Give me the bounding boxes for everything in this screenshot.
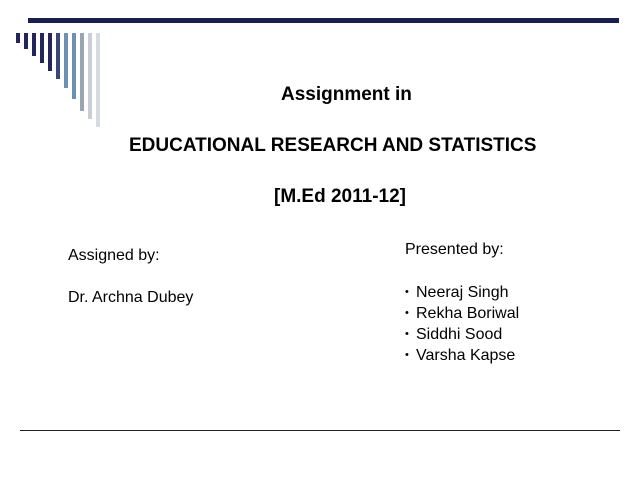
stripe: [64, 33, 68, 88]
title-line-3: [M.Ed 2011-12]: [274, 186, 406, 207]
title-line-1: Assignment in: [281, 84, 412, 105]
list-item: [405, 346, 519, 367]
stripe: [80, 33, 84, 111]
list-item: [405, 283, 519, 304]
bottom-divider: [20, 430, 620, 431]
title-line-2: EDUCATIONAL RESEARCH AND STATISTICS: [129, 135, 537, 156]
assigned-by-section: [68, 246, 193, 308]
list-item: [405, 325, 519, 346]
stripe: [48, 33, 52, 71]
bullet-icon: •: [405, 307, 409, 319]
stripe: [88, 33, 92, 119]
presented-by-section: [405, 240, 519, 367]
presenter-list: [405, 283, 519, 367]
presenter-name: Siddhi Sood: [416, 326, 503, 343]
list-item: [405, 304, 519, 325]
stripe: [40, 33, 44, 63]
stripe: [32, 33, 36, 56]
assigned-by-label: Assigned by:: [68, 247, 160, 264]
stripe: [96, 33, 100, 127]
presented-by-label: Presented by:: [405, 241, 504, 258]
presenter-name: Varsha Kapse: [416, 347, 516, 364]
presenter-name: Rekha Boriwal: [416, 305, 520, 322]
assigned-by-name: Dr. Archna Dubey: [68, 289, 194, 306]
decorative-stripes: [0, 0, 110, 130]
top-header-bar: [28, 18, 619, 23]
stripe: [72, 33, 76, 99]
bullet-icon: •: [405, 328, 409, 340]
stripe: [24, 33, 28, 49]
stripe: [16, 33, 20, 43]
stripe: [56, 33, 60, 79]
bullet-icon: •: [405, 349, 409, 361]
bullet-icon: •: [405, 286, 409, 298]
presenter-name: Neeraj Singh: [416, 284, 509, 301]
